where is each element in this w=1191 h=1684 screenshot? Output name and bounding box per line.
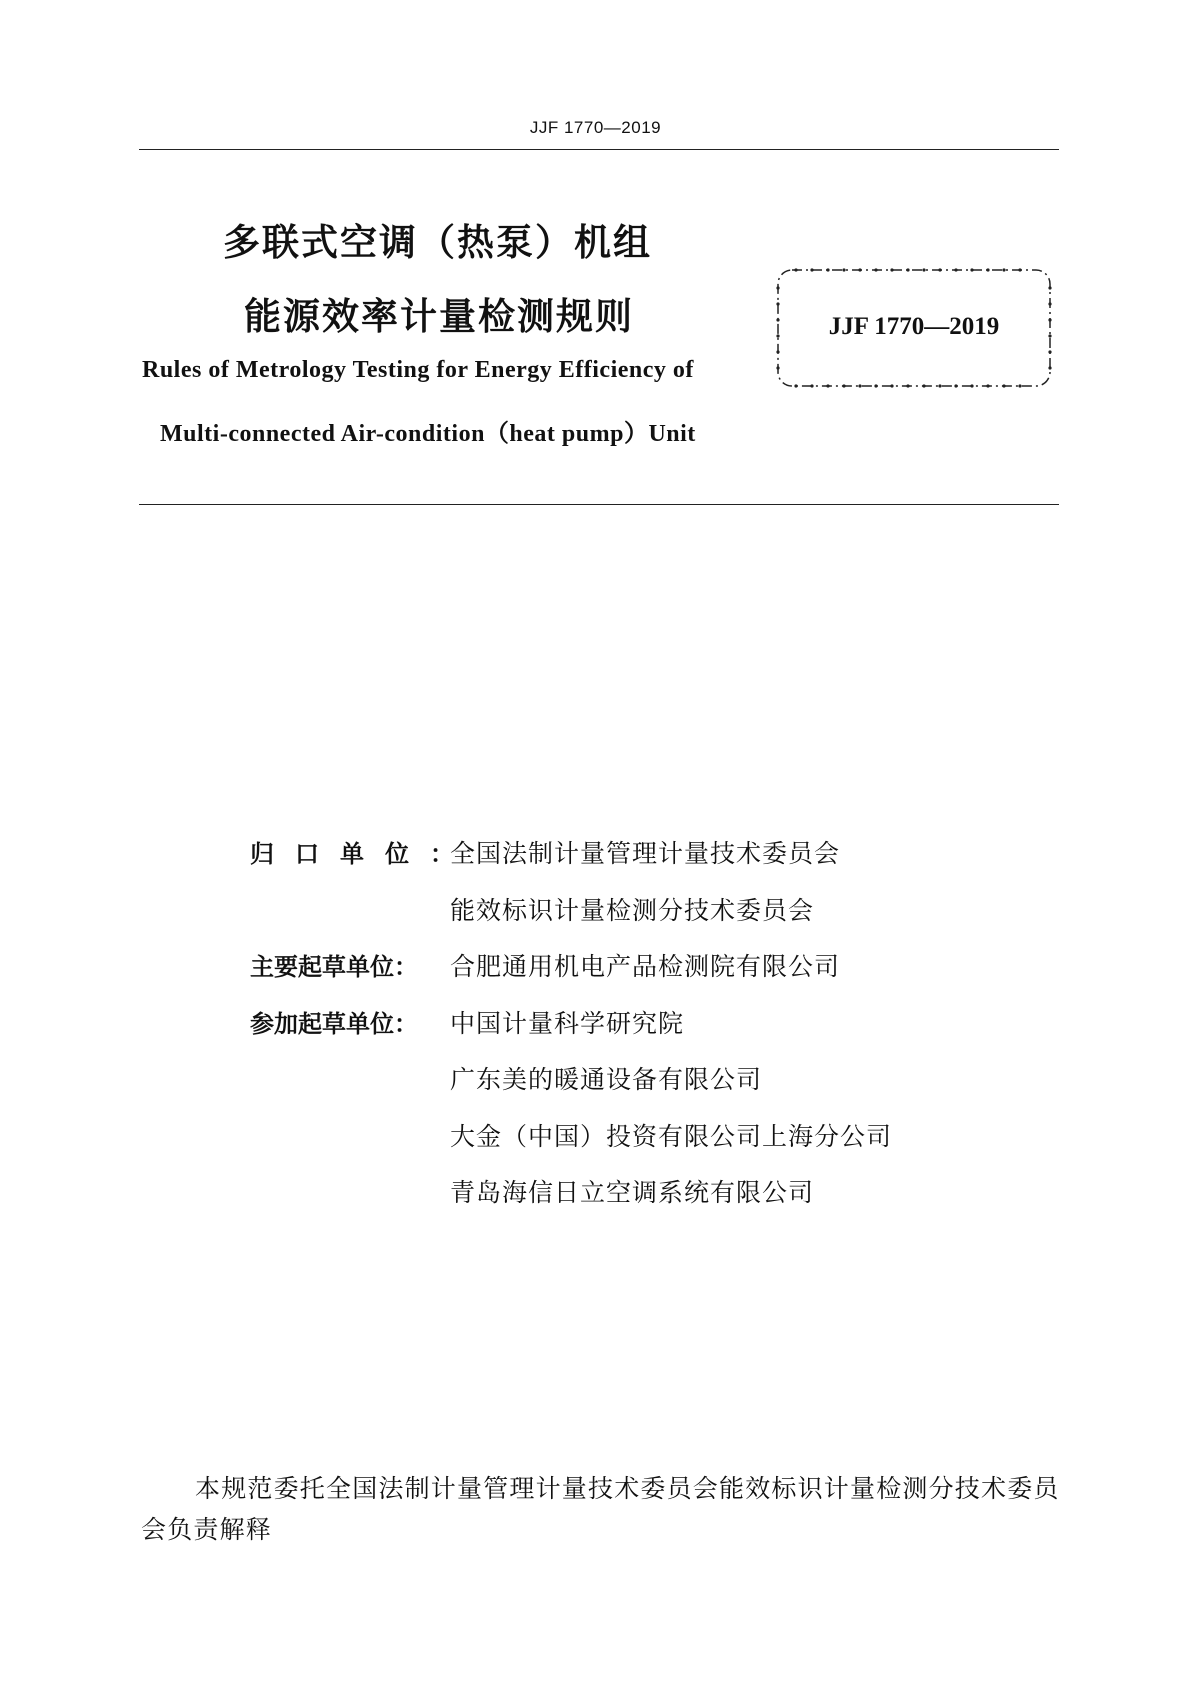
- centralized-unit-value: 全国法制计量管理计量技术委员会: [450, 839, 841, 868]
- participating-unit-row-3: [250, 1109, 1010, 1166]
- border-dot: [776, 366, 779, 369]
- main-drafting-unit-value: 合肥通用机电产品检测院有限公司: [450, 952, 841, 981]
- code-box-text: JJF 1770—2019: [828, 313, 1000, 340]
- border-dot: [810, 384, 813, 387]
- title-en-line1: Rules of Metrology Testing for Energy Efficiency of: [142, 357, 694, 383]
- border-dot: [938, 384, 941, 387]
- border-dot: [842, 384, 845, 387]
- border-dot: [1048, 366, 1051, 369]
- participating-unit-value: 中国计量科学研究院: [450, 1008, 685, 1038]
- title-en-line2: Multi-connected Air-condition（heat pump）Unit: [160, 421, 696, 447]
- border-dot: [874, 384, 877, 387]
- participating-unit-value-4: 青岛海信日立空调系统有限公司: [450, 1178, 815, 1207]
- border-dot: [776, 302, 779, 305]
- title-zh-line2: 能源效率计量检测规则: [244, 295, 634, 338]
- border-dot: [1048, 302, 1051, 305]
- border-dot: [842, 268, 845, 271]
- border-dot: [858, 384, 861, 387]
- border-dot: [810, 268, 813, 271]
- centralized-unit-row: [250, 826, 1010, 883]
- participating-unit-row: [250, 996, 1010, 1053]
- participating-unit-label: 参加起草单位：: [250, 1009, 418, 1038]
- border-dot: [1002, 384, 1005, 387]
- border-dot: [986, 384, 989, 387]
- main-drafting-unit-label: 主要起草单位：: [250, 953, 418, 981]
- border-dot: [906, 384, 909, 387]
- header-rule: [139, 149, 1059, 150]
- border-dot: [826, 268, 829, 271]
- border-dot: [794, 268, 797, 271]
- participating-unit-row-2: [250, 1052, 1010, 1109]
- border-dot: [874, 268, 877, 271]
- border-dot: [794, 384, 797, 387]
- border-dot: [1018, 384, 1021, 387]
- participating-unit-row-4: [250, 1165, 1010, 1222]
- border-dot: [922, 384, 925, 387]
- drafting-units-block: [250, 826, 1010, 1222]
- running-header: JJF 1770—2019: [529, 118, 662, 137]
- border-dot: [776, 286, 779, 289]
- border-dot: [1048, 286, 1051, 289]
- border-dot: [954, 384, 957, 387]
- participating-unit-value-3: 大金（中国）投资有限公司上海分公司: [450, 1121, 893, 1151]
- title-bottom-rule: [139, 504, 1059, 505]
- border-dot: [1018, 268, 1021, 271]
- border-dot: [826, 384, 829, 387]
- border-dot: [890, 268, 893, 271]
- border-dot: [954, 268, 957, 271]
- border-dot: [922, 268, 925, 271]
- border-dot: [906, 268, 909, 271]
- border-dot: [1002, 268, 1005, 271]
- border-dot: [1048, 350, 1051, 353]
- border-dot: [970, 268, 973, 271]
- border-dot: [938, 268, 941, 271]
- title-zh-line1: 多联式空调（热泵）机组: [223, 221, 652, 264]
- border-dot: [858, 268, 861, 271]
- centralized-unit-label: 归口单位：: [250, 840, 475, 868]
- interpretation-note: 本规范委托全国法制计量管理计量技术委员会能效标识计量检测分技术委员会负责解释: [141, 1474, 1060, 1544]
- main-drafting-unit-row: [250, 939, 1010, 996]
- border-dot: [986, 268, 989, 271]
- border-dot: [776, 350, 779, 353]
- centralized-unit-value-2: 能效标识计量检测分技术委员会: [450, 895, 815, 925]
- code-box: [776, 268, 1052, 388]
- border-dot: [970, 384, 973, 387]
- centralized-unit-row-2: [250, 883, 1010, 940]
- border-dot: [890, 384, 893, 387]
- participating-unit-value-2: 广东美的暖通设备有限公司: [450, 1065, 763, 1094]
